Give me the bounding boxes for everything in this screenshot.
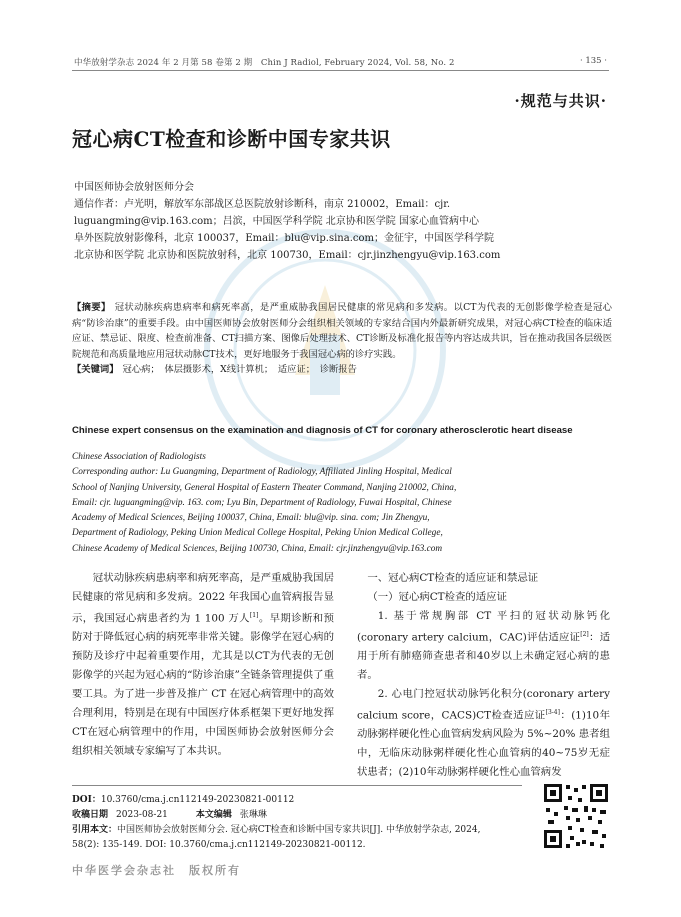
doi-value[interactable]: 10.3760/cma.j.cn112149-20230821-00112 [100, 795, 295, 805]
article-meta [72, 793, 532, 853]
author-group: 中国医师协会放射医师分会 [74, 182, 194, 193]
section-heading: 一、冠心病CT检查的适应证和禁忌证 [367, 572, 539, 584]
editor-label: 本文编辑 [195, 810, 232, 820]
subsection-heading: （一）冠心病CT检查的适应证 [367, 590, 507, 603]
journal-header: 中华放射学杂志 2024 年 2 月第 58 卷第 2 期 Chin J Radiol, February 2024, Vol. 58, No. 2 [74, 58, 455, 68]
intro-text: 冠状动脉疾病患病率和病死率高，是严重威胁我国居民健康的常见病和多发病。2022 年我国心血管病报告显示，我国冠心病患者约为 1 100 万人 [72, 572, 334, 625]
body-left-column [72, 569, 334, 761]
affiliation-line: 北京协和医学院 北京协和医院放射科，北京 100730，Email：cjr.jinzhengyu@vip.163.com [74, 250, 501, 261]
english-author-group: Chinese Association of Radiologists [72, 452, 206, 462]
abstract-paragraph [72, 300, 612, 362]
editor-name: 张琳琳 [239, 810, 267, 820]
citation-ref: [1] [249, 611, 259, 619]
keywords-line [72, 362, 612, 378]
keywords-label: 【关键词】 [72, 364, 119, 375]
english-line: Email: cjr. luguangming@vip. 163. com; Lyu Bin, Department of Radiology, Fuwai Hospital, Chinese [72, 497, 452, 508]
indication-text: 1. 基于常规胸部 CT 平扫的冠状动脉钙化(coronary artery calcium，CAC)评估适应证 [357, 609, 610, 644]
abstract-text: 冠状动脉疾病患病率和病死率高，是严重威胁我国居民健康的常见病和多发病。以CT为代表的无创影像学检查是冠心病“防诊治康”的重要手段。由中国医师协会放射医师分会组织相关领域的专家结合国内外最新研究成果，对冠心病CT检查的临床适应证、禁忌证、限度、检查前准备、CT扫描方案、图像后处理技术、CT诊断及标准化报告等内容达成共识，旨在推动我国各层级医院规范和高质量地应用冠状动脉CT技术，更好地服务于我国冠心病的诊疗实践。 [72, 302, 612, 360]
english-line: Chinese Academy of Medical Sciences, Beijing 100730, China, Email: cjr.jinzhengyu@vip.163.com [72, 543, 443, 554]
english-line: Corresponding author: Lu Guangming, Department of Radiology, Affiliated Jinling Hospital, Medical [72, 467, 452, 478]
indication-paragraph [357, 685, 610, 782]
page-number: · 135 · [579, 56, 607, 66]
english-affiliation-block [72, 450, 612, 557]
english-line: School of Nanjing University, General Hospital of Eastern Theater Command, Nanjing 210002, China, [72, 482, 457, 493]
intro-paragraph [72, 569, 334, 761]
citation-ref: [2] [580, 630, 589, 638]
qr-code-icon[interactable] [542, 782, 610, 850]
received-date: 2023-08-21 [116, 810, 168, 820]
doi-label: DOI： [72, 795, 101, 805]
received-label: 收稿日期 [72, 810, 109, 820]
affiliation-block [74, 179, 614, 264]
affiliation-line: 阜外医院放射影像科，北京 100037，Email：blu@vip.sina.com；金征宇，中国医学科学院 [74, 233, 494, 244]
page-title: 冠心病CT检查和诊断中国专家共识 [72, 127, 391, 151]
chinese-abstract [72, 300, 612, 378]
intro-text-cont: 。早期诊断和预防对于降低冠心病的病死率非常关键。影像学在冠心病的预防及诊疗中起着重要作用，尤其是以CT为代表的无创影像学的兴起为冠心病的“防诊治康”全链条管理提供了重要工具。为了进一步普及推广 CT 在冠心病管理中的高效合理利用，特别是在现有中国医疗体系框架下更好地发挥CT在冠心病管理中的作用，中国医师协会放射医师分会组织相关领域专家编写了本共识。 [72, 612, 334, 757]
indication-paragraph [357, 607, 610, 685]
indication-text: 2. 心电门控冠状动脉钙化积分(coronary artery calcium score，CACS)CT检查适应证 [357, 687, 610, 722]
indication-text-cont: ：(1)10年动脉粥样硬化性心血管病发病风险为 5%~20% 患者组中，无临床动脉粥样硬化性心血管病的40~75岁无症状患者；(2)10年动脉粥样硬化性心血管病发 [357, 709, 610, 778]
header-rule [72, 70, 609, 71]
body-right-column [357, 569, 610, 782]
indication-text-cont: ：适用于所有肺癌筛查患者和40岁以上未确定冠心病的患者。 [357, 631, 610, 681]
cite-text-cont: 58(2): 135-149. DOI: 10.3760/cma.j.cn112149-20230821-00112. [72, 840, 366, 850]
section-label: ·规范与共识· [514, 92, 607, 110]
affiliation-line: 通信作者：卢光明，解放军东部战区总医院放射诊断科，南京 210002，Email：cjr. [74, 199, 451, 210]
english-line: Academy of Medical Sciences, Beijing 100037, China, Email: blu@vip. sina. com; Jin Zhengyu, [72, 513, 430, 524]
english-title: Chinese expert consensus on the examination and diagnosis of CT for coronary atherosclerotic heart disease [72, 425, 573, 436]
cite-label: 引用本文： [72, 825, 118, 835]
affiliation-line: luguangming@vip.163.com；吕滨，中国医学科学院 北京协和医学院 国家心血管病中心 [74, 216, 479, 227]
publisher-logo: 中华医学会杂志社 版权所有 [72, 864, 241, 877]
citation-ref: [3-4] [545, 708, 560, 716]
abstract-label: 【摘要】 [72, 302, 111, 313]
cite-text: 中国医师协会放射医师分会. 冠心病CT检查和诊断中国专家共识[J]. 中华放射学杂志, 2024, [117, 825, 481, 835]
english-line: Department of Radiology, Peking Union Medical College Hospital, Peking Union Medical College, [72, 528, 443, 539]
meta-rule [72, 785, 522, 786]
keywords-text: 冠心病； 体层摄影术，X线计算机； 适应证； 诊断报告 [122, 364, 357, 375]
